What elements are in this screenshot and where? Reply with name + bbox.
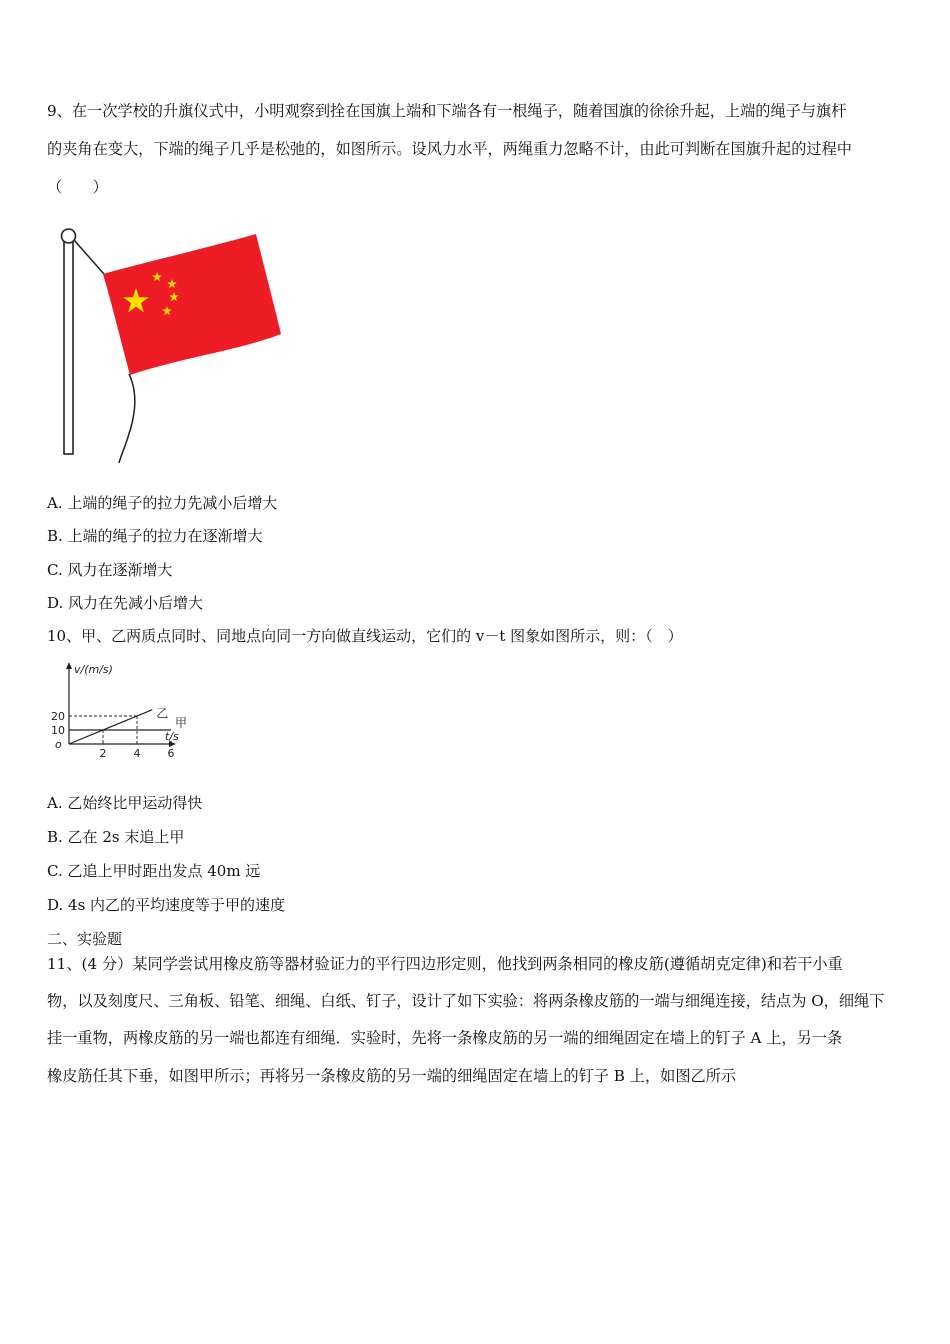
section-heading: 二、实验题 [47,930,123,948]
lower-rope [119,374,135,463]
q11-stem-line3: 挂一重物，两橡皮筋的另一端也都连有细绳．实验时，先将一条橡皮筋的另一端的细绳固定在墙上的钉子 A 上，另一条 [47,1029,843,1047]
q11-stem-line1: 11、(4 分）某同学尝试用橡皮筋等器材验证力的平行四边形定则，他找到两条相同的橡皮筋(遵循胡克定律)和若干小重 [47,955,843,973]
q9-option-a: A. 上端的绳子的拉力先减小后增大 [47,494,278,512]
q10-option-d: D. 4s 内乙的平均速度等于甲的速度 [47,896,286,914]
flagpole [64,240,73,454]
q10-option-c: C. 乙追上甲时距出发点 40m 远 [47,862,261,880]
q11-stem-line4: 橡皮筋任其下垂，如图甲所示；再将另一条橡皮筋的另一端的细绳固定在墙上的钉子 B 上，如图乙所示 [47,1067,737,1085]
x-tick-label: 6 [167,747,175,760]
x-tick-label: 4 [133,747,141,760]
x-tick-label: 2 [99,747,107,760]
y-axis-arrow [66,662,72,669]
q9-stem-line2: 的夹角在变大，下端的绳子几乎是松弛的，如图所示。设风力水平，两绳重力忽略不计，由此可判断在国旗升起的过程中 [47,140,852,158]
vt-chart [44,656,194,766]
series-label: 甲 [175,716,188,730]
series-label: 乙 [156,706,169,721]
q11-stem-line2: 物，以及刻度尺、三角板、铅笔、细绳、白纸、钉子，设计了如下实验：将两条橡皮筋的一端与细绳连接，结点为 O，细绳下 [47,992,885,1010]
y-tick-label: 20 [51,710,65,723]
q10-option-a: A. 乙始终比甲运动得快 [47,794,203,812]
flag-figure [50,222,290,468]
q9-option-b: B. 上端的绳子的拉力在逐渐增大 [47,527,263,545]
y-tick-label: 10 [51,724,65,737]
y-axis-label: v/(m/s) [74,663,113,676]
q9-option-c: C. 风力在逐渐增大 [47,561,173,579]
flag [103,234,281,375]
upper-rope [74,240,104,274]
q9-stem-line1: 9、在一次学校的升旗仪式中，小明观察到拴在国旗上端和下端各有一根绳子，随着国旗的徐徐升起，上端的绳子与旗杆 [47,102,847,120]
x-axis-label: t/s [165,730,179,743]
q9-answer-bracket: （ ） [47,178,108,196]
q10-stem: 10、甲、乙两质点同时、同地点向同一方向做直线运动，它们的 v－t 图象如图所示，则：（ ） [47,627,683,645]
series-line-yi [69,710,152,744]
origin-label: o [55,738,62,751]
q9-option-d: D. 风力在先减小后增大 [47,594,204,612]
flagpole-top-ball [62,229,76,243]
q10-option-b: B. 乙在 2s 末追上甲 [47,828,185,846]
